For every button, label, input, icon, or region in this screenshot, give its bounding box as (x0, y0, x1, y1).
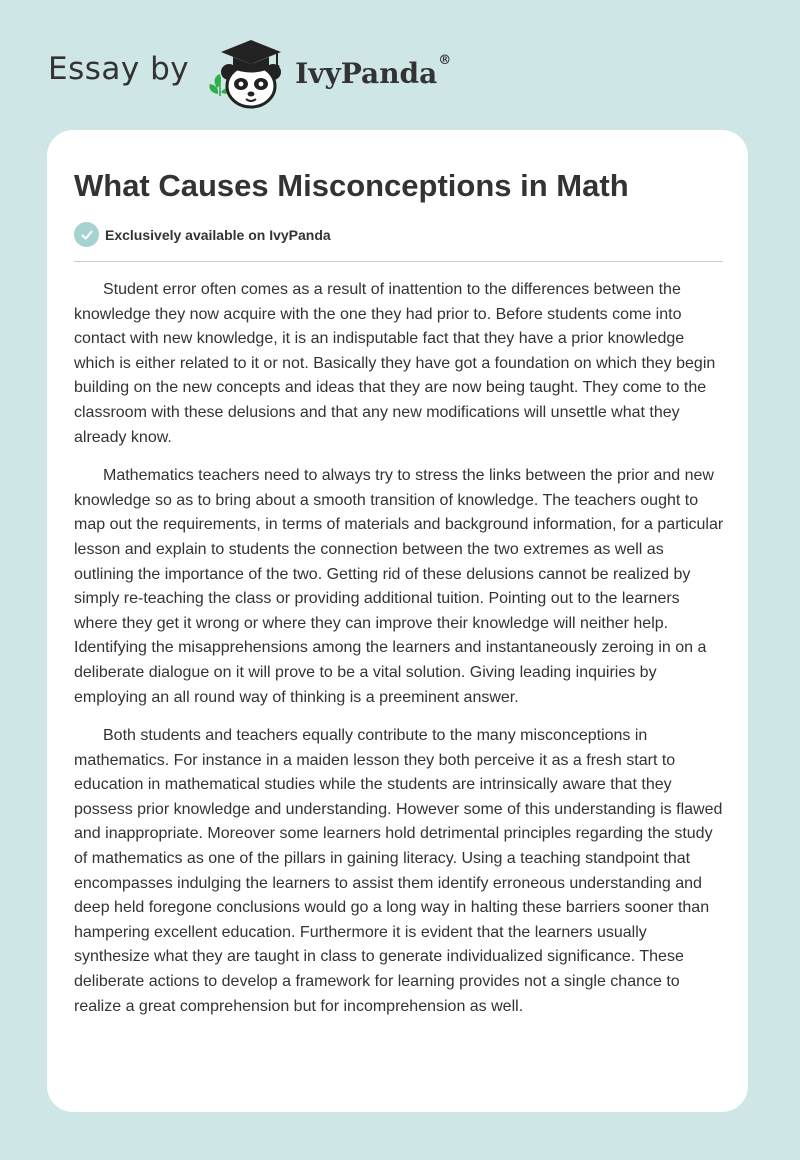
essay-body (74, 278, 724, 1033)
exclusive-badge (74, 222, 331, 247)
panda-graduate-icon[interactable] (203, 32, 289, 112)
page-title: What Causes Misconceptions in Math (74, 168, 629, 203)
paragraph-1: Student error often comes as a result of inattention to the differences between the knowledge they now acquire with the one they had prior to. Before students come into contact with new knowledge, it is an indisputable fact that they have a prior knowledge which is either related to it or not. Basically they have got a foundation on which they begin building on the new concepts and ideas that they are now being taught. They come to the classroom with these delusions and that any new modifications will unsettle what they already know. (74, 281, 716, 446)
site-header (48, 32, 451, 112)
exclusive-label: Exclusively available on IvyPanda (105, 226, 331, 243)
essay-card (47, 130, 748, 1112)
title-divider (74, 261, 723, 262)
paragraph-3: Both students and teachers equally contribute to the many misconceptions in mathematics. For instance in a maiden lesson they both perceive it as a fresh start to education in mathematical studies while the students are intrinsically aware that they possess prior knowledge and understanding. However some of this understanding is flawed and inappropriate. Moreover some learners hold detrimental principles regarding the study of mathematics as one of the pillars in gaining literacy. Using a teaching standpoint that encompasses indulging the learners to assist them identify erroneous understanding and deep held foregone conclusions would go a long way in halting these barriers sooner than hampering excellent education. Furthermore it is evident that the learners usually synthesize what they are taught in class to generate individualized significance. These deliberate actions to develop a framework for learning provides not a single chance to realize a great comprehension but for incomprehension as well. (74, 727, 723, 1015)
paragraph-2: Mathematics teachers need to always try to stress the links between the prior and new knowledge so as to bring about a smooth transition of knowledge. The teachers ought to map out the requirements, in terms of materials and background information, for a particular lesson and explain to students the connection between the two extremes as well as outlining the importance of the two. Getting rid of these delusions cannot be realized by simply re-teaching the class or providing additional tuition. Pointing out to the learners where they get it wrong or where they can improve their knowledge will neither help. Identifying the misapprehensions among the learners and instantaneously zeroing in on a deliberate dialogue on it will prove to be a vital solution. Giving leading inquiries by employing an all round way of thinking is a preeminent answer. (74, 467, 724, 706)
registered-mark: ® (438, 52, 452, 68)
essay-by-label: Essay by (48, 51, 190, 87)
brand-name-text: IvyPanda (295, 56, 438, 90)
check-circle-icon (74, 222, 99, 247)
brand-name[interactable] (295, 52, 452, 90)
